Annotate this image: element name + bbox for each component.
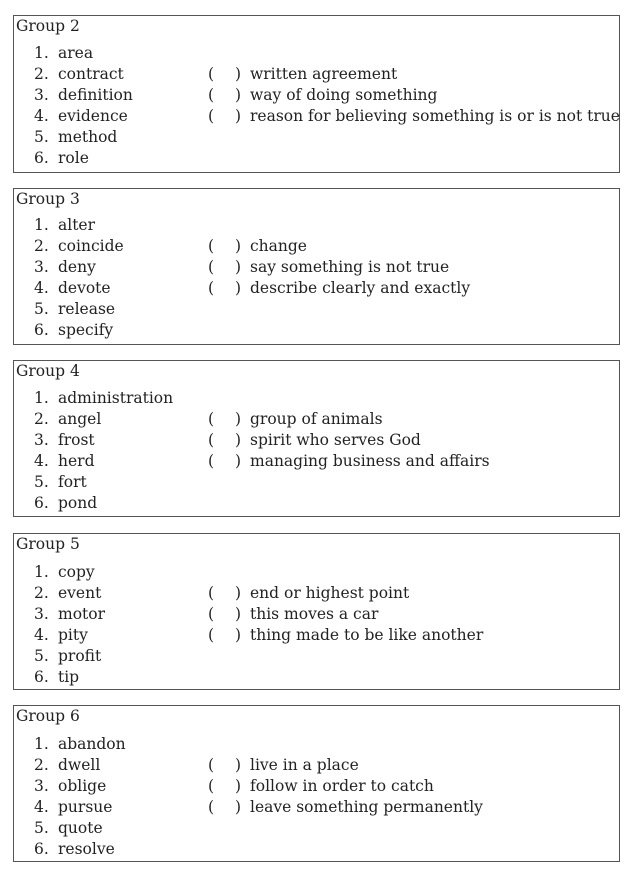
answer-blank-close: ): [235, 279, 242, 297]
definition-text: follow in order to catch: [250, 777, 434, 795]
word-number: 1.: [34, 389, 49, 407]
answer-blank-close: ): [235, 258, 242, 276]
word-row: [14, 776, 619, 797]
word-text: specify: [58, 321, 114, 339]
word-row: [14, 625, 619, 646]
word-row: [14, 646, 619, 667]
group-title: Group 6: [16, 707, 80, 725]
word-number: 6.: [34, 840, 49, 858]
word-row: [14, 493, 619, 514]
answer-blank-close: ): [235, 756, 242, 774]
word-text: quote: [58, 819, 103, 837]
definition-text: reason for believing something is or is not true: [250, 107, 620, 125]
word-row: [14, 106, 619, 127]
word-row: [14, 388, 619, 409]
answer-blank-open[interactable]: (: [208, 584, 215, 602]
word-number: 4.: [34, 798, 49, 816]
word-text: pond: [58, 494, 98, 512]
answer-blank-close: ): [235, 237, 242, 255]
word-text: area: [58, 44, 94, 62]
word-row: [14, 85, 619, 106]
word-number: 4.: [34, 279, 49, 297]
word-number: 1.: [34, 735, 49, 753]
word-text: coincide: [58, 237, 124, 255]
word-row: [14, 755, 619, 776]
word-text: deny: [58, 258, 96, 276]
word-row: [14, 278, 619, 299]
word-text: resolve: [58, 840, 115, 858]
word-text: pursue: [58, 798, 113, 816]
definition-text: this moves a car: [250, 605, 379, 623]
word-row: [14, 604, 619, 625]
word-number: 5.: [34, 819, 49, 837]
word-number: 2.: [34, 584, 49, 602]
answer-blank-open[interactable]: (: [208, 605, 215, 623]
word-text: motor: [58, 605, 105, 623]
answer-blank-open[interactable]: (: [208, 431, 215, 449]
word-number: 1.: [34, 216, 49, 234]
word-text: dwell: [58, 756, 101, 774]
word-number: 4.: [34, 452, 49, 470]
word-row: [14, 43, 619, 64]
word-text: tip: [58, 668, 80, 686]
word-row: [14, 299, 619, 320]
definition-text: leave something permanently: [250, 798, 483, 816]
word-row: [14, 583, 619, 604]
word-row: [14, 148, 619, 169]
word-number: 3.: [34, 86, 49, 104]
word-row: [14, 430, 619, 451]
word-row: [14, 472, 619, 493]
word-text: oblige: [58, 777, 107, 795]
definition-text: thing made to be like another: [250, 626, 484, 644]
group-title: Group 2: [16, 17, 80, 35]
word-text: role: [58, 149, 89, 167]
word-text: event: [58, 584, 102, 602]
word-text: evidence: [58, 107, 128, 125]
word-row: [14, 215, 619, 236]
word-number: 2.: [34, 756, 49, 774]
word-row: [14, 236, 619, 257]
word-row: [14, 409, 619, 430]
answer-blank-open[interactable]: (: [208, 86, 215, 104]
word-row: [14, 320, 619, 341]
definition-text: spirit who serves God: [250, 431, 421, 449]
definition-text: say something is not true: [250, 258, 450, 276]
answer-blank-close: ): [235, 777, 242, 795]
word-text: devote: [58, 279, 111, 297]
word-number: 4.: [34, 626, 49, 644]
answer-blank-close: ): [235, 410, 242, 428]
definition-text: end or highest point: [250, 584, 410, 602]
definition-text: way of doing something: [250, 86, 438, 104]
word-number: 1.: [34, 44, 49, 62]
word-number: 4.: [34, 107, 49, 125]
group-box: [13, 15, 620, 173]
group-box: [13, 360, 620, 517]
word-row: [14, 257, 619, 278]
word-number: 2.: [34, 65, 49, 83]
word-text: alter: [58, 216, 96, 234]
group-title: Group 4: [16, 362, 80, 380]
group-box: [13, 533, 620, 690]
word-text: profit: [58, 647, 102, 665]
answer-blank-open[interactable]: (: [208, 756, 215, 774]
answer-blank-close: ): [235, 107, 242, 125]
word-row: [14, 64, 619, 85]
answer-blank-open[interactable]: (: [208, 258, 215, 276]
word-text: copy: [58, 563, 95, 581]
word-text: contract: [58, 65, 124, 83]
word-row: [14, 797, 619, 818]
word-number: 3.: [34, 777, 49, 795]
answer-blank-open[interactable]: (: [208, 237, 215, 255]
word-number: 5.: [34, 300, 49, 318]
word-number: 5.: [34, 647, 49, 665]
word-number: 5.: [34, 128, 49, 146]
answer-blank-close: ): [235, 798, 242, 816]
word-text: method: [58, 128, 118, 146]
answer-blank-open[interactable]: (: [208, 65, 215, 83]
group-box: [13, 705, 620, 862]
word-text: angel: [58, 410, 102, 428]
word-text: pity: [58, 626, 88, 644]
answer-blank-open[interactable]: (: [208, 107, 215, 125]
definition-text: change: [250, 237, 307, 255]
word-text: herd: [58, 452, 95, 470]
word-row: [14, 451, 619, 472]
answer-blank-close: ): [235, 65, 242, 83]
word-text: administration: [58, 389, 174, 407]
word-text: frost: [58, 431, 95, 449]
word-text: definition: [58, 86, 133, 104]
answer-blank-open[interactable]: (: [208, 798, 215, 816]
answer-blank-close: ): [235, 431, 242, 449]
answer-blank-open[interactable]: (: [208, 777, 215, 795]
answer-blank-open[interactable]: (: [208, 279, 215, 297]
word-number: 6.: [34, 668, 49, 686]
word-row: [14, 818, 619, 839]
group-title: Group 5: [16, 535, 80, 553]
word-number: 2.: [34, 237, 49, 255]
answer-blank-open[interactable]: (: [208, 452, 215, 470]
definition-text: managing business and affairs: [250, 452, 490, 470]
word-number: 2.: [34, 410, 49, 428]
word-number: 3.: [34, 605, 49, 623]
word-text: abandon: [58, 735, 126, 753]
definition-text: written agreement: [250, 65, 398, 83]
word-number: 5.: [34, 473, 49, 491]
word-number: 1.: [34, 563, 49, 581]
answer-blank-close: ): [235, 626, 242, 644]
answer-blank-close: ): [235, 584, 242, 602]
definition-text: live in a place: [250, 756, 359, 774]
answer-blank-close: ): [235, 86, 242, 104]
answer-blank-open[interactable]: (: [208, 410, 215, 428]
word-row: [14, 562, 619, 583]
group-title: Group 3: [16, 190, 80, 208]
word-number: 6.: [34, 149, 49, 167]
word-row: [14, 839, 619, 860]
answer-blank-open[interactable]: (: [208, 626, 215, 644]
word-text: fort: [58, 473, 87, 491]
answer-blank-close: ): [235, 605, 242, 623]
word-row: [14, 127, 619, 148]
word-number: 3.: [34, 258, 49, 276]
word-number: 6.: [34, 494, 49, 512]
answer-blank-close: ): [235, 452, 242, 470]
word-number: 6.: [34, 321, 49, 339]
definition-text: group of animals: [250, 410, 383, 428]
word-row: [14, 667, 619, 688]
word-text: release: [58, 300, 116, 318]
word-number: 3.: [34, 431, 49, 449]
group-box: [13, 188, 620, 345]
word-row: [14, 734, 619, 755]
definition-text: describe clearly and exactly: [250, 279, 471, 297]
